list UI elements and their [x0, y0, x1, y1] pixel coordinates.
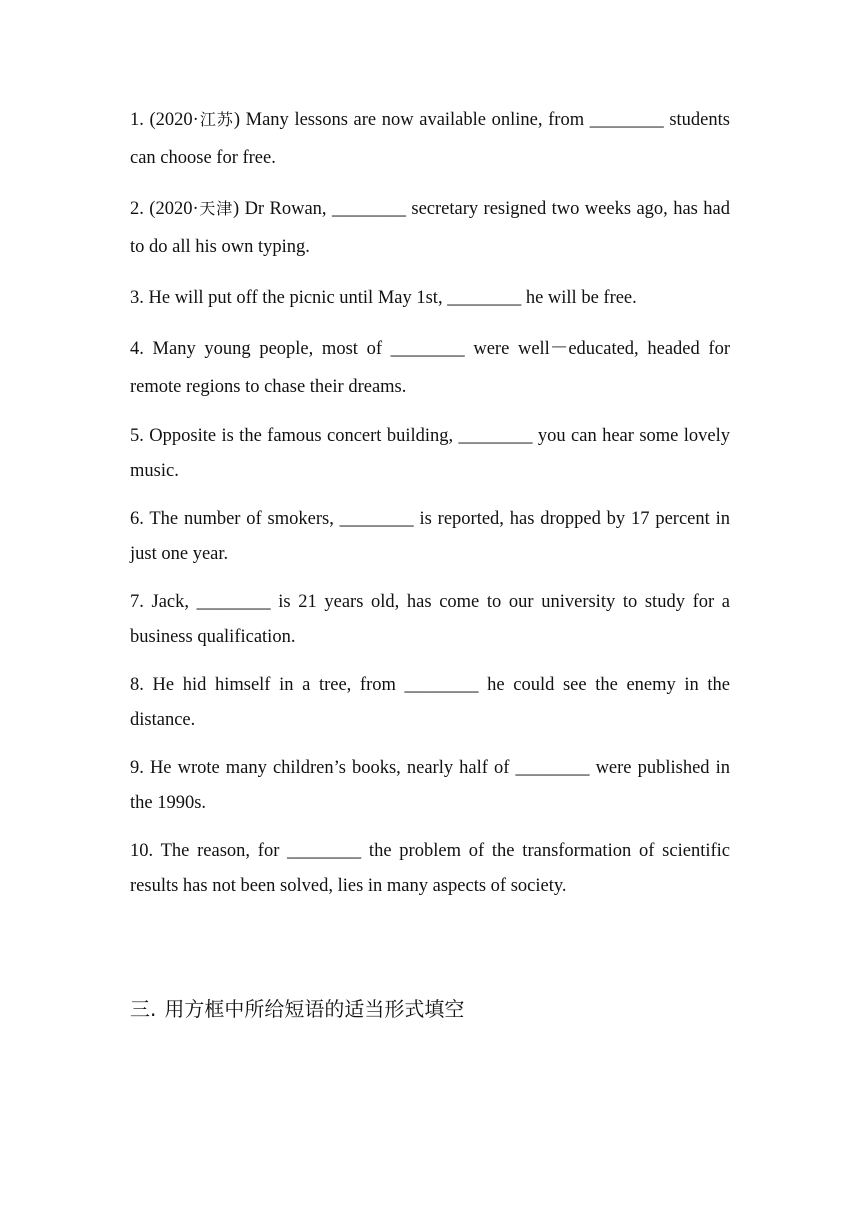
section-heading — [130, 993, 464, 1022]
question-10-text: 10. The reason, for ________ the problem of the transformation of scientific results has not been solved, lies in many aspects of society. — [130, 841, 730, 896]
question-9 — [130, 751, 730, 821]
question-7-text: 7. Jack, ________ is 21 years old, has come to our university to study for a business qualification. — [130, 592, 730, 647]
question-2-prefix: 2. (2020· — [130, 199, 199, 219]
question-4-text: 4. Many young people, most of ________ were well－educated, headed for remote regions to chase their dreams. — [130, 339, 730, 397]
question-list — [130, 101, 730, 917]
question-6 — [130, 502, 730, 572]
question-5 — [130, 419, 730, 489]
question-3 — [130, 279, 730, 317]
section-title: 用方框中所给短语的适当形式填空 — [164, 997, 465, 1021]
question-6-text: 6. The number of smokers, ________ is reported, has dropped by 17 percent in just one year. — [130, 509, 730, 564]
question-2-source: 天津 — [198, 199, 233, 218]
question-3-text: 3. He will put off the picnic until May 1st, ________ he will be free. — [130, 288, 637, 308]
question-8-text: 8. He hid himself in a tree, from ________ he could see the enemy in the distance. — [130, 675, 730, 730]
question-10 — [130, 834, 730, 904]
question-9-text: 9. He wrote many children’s books, nearly half of ________ were published in the 1990s. — [130, 758, 730, 813]
question-5-text: 5. Opposite is the famous concert building, ________ you can hear some lovely music. — [130, 426, 730, 481]
question-8 — [130, 668, 730, 738]
question-1 — [130, 101, 730, 177]
question-2-text: ) Dr Rowan, ________ secretary resigned two weeks ago, has had to do all his own typing. — [130, 199, 730, 257]
question-4 — [130, 330, 730, 406]
question-7 — [130, 585, 730, 655]
question-2 — [130, 190, 730, 266]
question-1-source: 江苏 — [198, 110, 234, 129]
section-number: 三. — [130, 997, 157, 1021]
question-1-prefix: 1. (2020· — [130, 110, 199, 130]
question-1-text: ) Many lessons are now available online, from ________ students can choose for free. — [130, 110, 730, 168]
